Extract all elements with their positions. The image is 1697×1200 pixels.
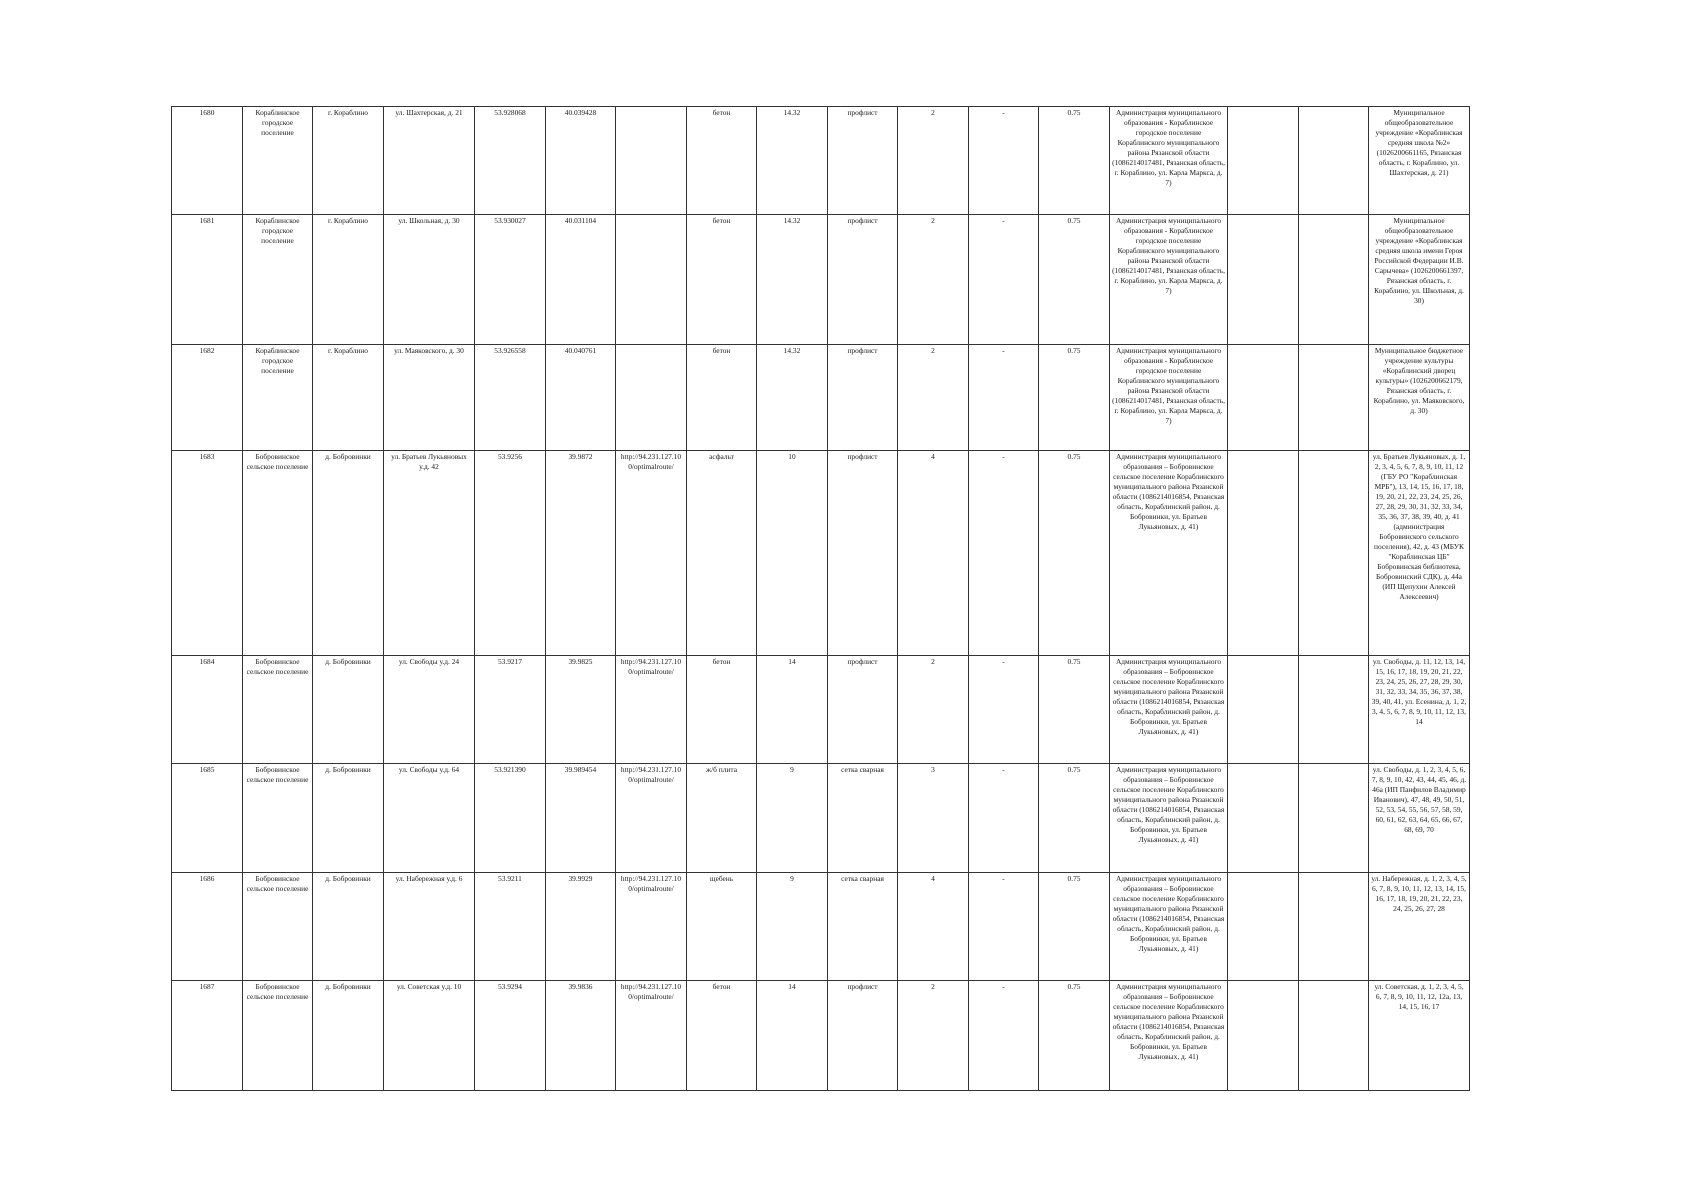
- cell-sources: Муниципальное общеобразовательное учреждение «Кораблинская средняя школа №2» (1026200661165, Рязанская область, г. Кораблино, ул. Шахтерская, д. 21): [1369, 107, 1470, 215]
- cell-col15: [1228, 345, 1299, 451]
- cell-locality: г. Кораблино: [313, 215, 384, 345]
- cell-sources: Муниципальное бюджетное учреждение культуры «Кораблинский дворец культуры» (1026200662179, Рязанская область, г. Кораблино, ул. Маяковского, д. 30): [1369, 345, 1470, 451]
- cell-area: 14.32: [757, 215, 828, 345]
- cell-fence: профлист: [828, 345, 898, 451]
- table-row: [172, 764, 1470, 873]
- cell-col15: [1228, 873, 1299, 981]
- cell-owner: Администрация муниципального образования - Кораблинское городское поселение Кораблинского муниципального района Рязанской области (1086214017481, Рязанская область, г. Кораблино, ул. Карла Маркса, д. 7): [1110, 107, 1228, 215]
- cell-sources: Муниципальное общеобразовательное учреждение «Кораблинская средняя школа имени Героя Российской Федерации И.В. Сарычева» (1026200661397, Рязанская область, г. Кораблино, ул. Школьная, д. 30): [1369, 215, 1470, 345]
- cell-settlement-type: Бобровинское сельское поселение: [243, 656, 313, 764]
- cell-volume: 0.75: [1039, 656, 1110, 764]
- cell-fence: профлист: [828, 107, 898, 215]
- cell-link: http://94.231.127.10 0/optimalroute/: [616, 873, 687, 981]
- cell-col16: [1299, 345, 1369, 451]
- cell-owner: Администрация муниципального образования – Бобровинское сельское поселение Кораблинского муниципального района Рязанской области (1086214016854, Рязанская область, Кораблинский район, д. Бобровинки, ул. Братьев Лукьяновых, д. 41): [1110, 873, 1228, 981]
- cell-col15: [1228, 656, 1299, 764]
- cell-lat: 53.9256: [475, 451, 546, 656]
- cell-num: 1681: [172, 215, 243, 345]
- cell-surface: асфальт: [687, 451, 757, 656]
- table-row: [172, 656, 1470, 764]
- cell-link: [616, 215, 687, 345]
- cell-link: http://94.231.127.10 0/optimalroute/: [616, 764, 687, 873]
- cell-surface: бетон: [687, 215, 757, 345]
- cell-address: ул. Набережная у.д. 6: [384, 873, 475, 981]
- cell-col12: -: [969, 656, 1039, 764]
- cell-sources: ул. Советская, д. 1, 2, 3, 4, 5, 6, 7, 8, 9, 10, 11, 12, 12а, 13, 14, 15, 16, 17: [1369, 981, 1470, 1091]
- cell-address: ул. Советская у.д. 10: [384, 981, 475, 1091]
- cell-address: ул. Маяковского, д. 30: [384, 345, 475, 451]
- cell-col15: [1228, 764, 1299, 873]
- cell-area: 9: [757, 873, 828, 981]
- cell-col15: [1228, 451, 1299, 656]
- cell-surface: бетон: [687, 107, 757, 215]
- cell-col16: [1299, 764, 1369, 873]
- cell-link: [616, 107, 687, 215]
- cell-col15: [1228, 981, 1299, 1091]
- cell-num: 1683: [172, 451, 243, 656]
- cell-lat: 53.928068: [475, 107, 546, 215]
- cell-lon: 40.031104: [546, 215, 616, 345]
- cell-col16: [1299, 656, 1369, 764]
- cell-surface: бетон: [687, 981, 757, 1091]
- cell-settlement-type: Бобровинское сельское поселение: [243, 873, 313, 981]
- registry-table: [171, 106, 1470, 1091]
- cell-volume: 0.75: [1039, 873, 1110, 981]
- cell-area: 14.32: [757, 107, 828, 215]
- cell-sources: ул. Свободы, д. 1, 2, 3, 4, 5, 6, 7, 8, 9, 10, 42, 43, 44, 45, 46, д. 46а (ИП Панфилов Владимир Иванович), 47, 48, 49, 50, 51, 52, 53, 54, 55, 56, 57, 58, 59, 60, 61, 62, 63, 64, 65, 66, 67, 68, 69, 70: [1369, 764, 1470, 873]
- cell-containers: 4: [898, 451, 969, 656]
- table-row: [172, 873, 1470, 981]
- cell-locality: д. Бобровинки: [313, 764, 384, 873]
- cell-containers: 2: [898, 345, 969, 451]
- cell-num: 1686: [172, 873, 243, 981]
- cell-lon: 39.9825: [546, 656, 616, 764]
- cell-locality: д. Бобровинки: [313, 873, 384, 981]
- cell-containers: 4: [898, 873, 969, 981]
- cell-col12: -: [969, 981, 1039, 1091]
- cell-lat: 53.9294: [475, 981, 546, 1091]
- cell-lat: 53.921390: [475, 764, 546, 873]
- cell-lat: 53.9211: [475, 873, 546, 981]
- cell-fence: профлист: [828, 451, 898, 656]
- cell-area: 14: [757, 981, 828, 1091]
- table-row: [172, 215, 1470, 345]
- cell-settlement-type: Кораблинское городское поселение: [243, 107, 313, 215]
- cell-col16: [1299, 981, 1369, 1091]
- cell-surface: бетон: [687, 345, 757, 451]
- cell-containers: 2: [898, 656, 969, 764]
- cell-settlement-type: Бобровинское сельское поселение: [243, 764, 313, 873]
- cell-containers: 2: [898, 215, 969, 345]
- cell-locality: д. Бобровинки: [313, 981, 384, 1091]
- cell-lon: 39.9872: [546, 451, 616, 656]
- table-row: [172, 345, 1470, 451]
- cell-volume: 0.75: [1039, 981, 1110, 1091]
- cell-col16: [1299, 873, 1369, 981]
- cell-containers: 2: [898, 107, 969, 215]
- cell-sources: ул. Набережная, д. 1, 2, 3, 4, 5, 6, 7, 8, 9, 10, 11, 12, 13, 14, 15, 16, 17, 18, 19, 20, 21, 22, 23, 24, 25, 26, 27, 28: [1369, 873, 1470, 981]
- cell-volume: 0.75: [1039, 764, 1110, 873]
- cell-address: ул. Школьная, д. 30: [384, 215, 475, 345]
- cell-containers: 2: [898, 981, 969, 1091]
- cell-owner: Администрация муниципального образования – Бобровинское сельское поселение Кораблинского муниципального района Рязанской области (1086214016854, Рязанская область, Кораблинский район, д. Бобровинки, ул. Братьев Лукьяновых, д. 41): [1110, 451, 1228, 656]
- cell-lon: 40.040761: [546, 345, 616, 451]
- cell-col15: [1228, 107, 1299, 215]
- cell-address: ул. Свободы у.д. 64: [384, 764, 475, 873]
- cell-col12: -: [969, 764, 1039, 873]
- cell-col12: -: [969, 873, 1039, 981]
- cell-lon: 40.039428: [546, 107, 616, 215]
- cell-lon: 39.9836: [546, 981, 616, 1091]
- cell-fence: профлист: [828, 215, 898, 345]
- cell-locality: г. Кораблино: [313, 107, 384, 215]
- cell-link: [616, 345, 687, 451]
- cell-locality: д. Бобровинки: [313, 451, 384, 656]
- cell-area: 10: [757, 451, 828, 656]
- cell-lon: 39.989454: [546, 764, 616, 873]
- cell-surface: бетон: [687, 656, 757, 764]
- cell-num: 1680: [172, 107, 243, 215]
- cell-fence: сетка сварная: [828, 873, 898, 981]
- cell-num: 1687: [172, 981, 243, 1091]
- cell-owner: Администрация муниципального образования – Бобровинское сельское поселение Кораблинского муниципального района Рязанской области (1086214016854, Рязанская область, Кораблинский район, д. Бобровинки, ул. Братьев Лукьяновых, д. 41): [1110, 981, 1228, 1091]
- cell-address: ул. Шахтерская, д. 21: [384, 107, 475, 215]
- cell-lon: 39.9929: [546, 873, 616, 981]
- cell-locality: д. Бобровинки: [313, 656, 384, 764]
- cell-sources: ул. Свободы, д. 11, 12, 13, 14, 15, 16, 17, 18, 19, 20, 21, 22, 23, 24, 25, 26, 27, 28, 29, 30, 31, 32, 33, 34, 35, 36, 37, 38, 39, 40, 41, ул. Есенина, д. 1, 2, 3, 4, 5, 6, 7, 8, 9, 10, 11, 12, 13, 14: [1369, 656, 1470, 764]
- cell-volume: 0.75: [1039, 451, 1110, 656]
- cell-col12: -: [969, 345, 1039, 451]
- cell-surface: щебень: [687, 873, 757, 981]
- cell-address: ул. Братьев Лукьяновых у.д. 42: [384, 451, 475, 656]
- cell-owner: Администрация муниципального образования – Бобровинское сельское поселение Кораблинского муниципального района Рязанской области (1086214016854, Рязанская область, Кораблинский район, д. Бобровинки, ул. Братьев Лукьяновых, д. 41): [1110, 656, 1228, 764]
- cell-col15: [1228, 215, 1299, 345]
- cell-col16: [1299, 451, 1369, 656]
- cell-num: 1685: [172, 764, 243, 873]
- cell-fence: профлист: [828, 981, 898, 1091]
- cell-col12: -: [969, 451, 1039, 656]
- cell-address: ул. Свободы у.д. 24: [384, 656, 475, 764]
- cell-volume: 0.75: [1039, 107, 1110, 215]
- cell-owner: Администрация муниципального образования - Кораблинское городское поселение Кораблинского муниципального района Рязанской области (1086214017481, Рязанская область, г. Кораблино, ул. Карла Маркса, д. 7): [1110, 215, 1228, 345]
- cell-col12: -: [969, 107, 1039, 215]
- cell-settlement-type: Кораблинское городское поселение: [243, 345, 313, 451]
- table-row: [172, 981, 1470, 1091]
- cell-lat: 53.9217: [475, 656, 546, 764]
- cell-num: 1684: [172, 656, 243, 764]
- cell-settlement-type: Бобровинское сельское поселение: [243, 451, 313, 656]
- cell-owner: Администрация муниципального образования – Бобровинское сельское поселение Кораблинского муниципального района Рязанской области (1086214016854, Рязанская область, Кораблинский район, д. Бобровинки, ул. Братьев Лукьяновых, д. 41): [1110, 764, 1228, 873]
- cell-surface: ж/б плита: [687, 764, 757, 873]
- cell-area: 9: [757, 764, 828, 873]
- cell-area: 14.32: [757, 345, 828, 451]
- table-row: [172, 107, 1470, 215]
- cell-col12: -: [969, 215, 1039, 345]
- cell-num: 1682: [172, 345, 243, 451]
- cell-settlement-type: Кораблинское городское поселение: [243, 215, 313, 345]
- cell-sources: ул. Братьев Лукьяновых, д. 1, 2, 3, 4, 5, 6, 7, 8, 9, 10, 11, 12 (ГБУ РО "Кораблинская МРБ"), 13, 14, 15, 16, 17, 18, 19, 20, 21, 22, 23, 24, 25, 26, 27, 28, 29, 30, 31, 32, 33, 34, 35, 36, 37, 38, 39, 40, д. 41 (администрация Бобровинского сельского поселения), 42, д. 43 (МБУК "Кораблинская ЦБ" Бобровинская библиотека, Бобровинский СДК), д. 44а (ИП Щепухин Алексей Алексеевич): [1369, 451, 1470, 656]
- cell-fence: сетка сварная: [828, 764, 898, 873]
- cell-col16: [1299, 107, 1369, 215]
- cell-link: http://94.231.127.10 0/optimalroute/: [616, 451, 687, 656]
- cell-link: http://94.231.127.10 0/optimalroute/: [616, 656, 687, 764]
- cell-fence: профлист: [828, 656, 898, 764]
- cell-settlement-type: Бобровинское сельское поселение: [243, 981, 313, 1091]
- cell-locality: г. Кораблино: [313, 345, 384, 451]
- table-row: [172, 451, 1470, 656]
- cell-volume: 0.75: [1039, 345, 1110, 451]
- cell-volume: 0.75: [1039, 215, 1110, 345]
- cell-area: 14: [757, 656, 828, 764]
- cell-link: http://94.231.127.10 0/optimalroute/: [616, 981, 687, 1091]
- cell-lat: 53.926558: [475, 345, 546, 451]
- cell-lat: 53.930027: [475, 215, 546, 345]
- cell-col16: [1299, 215, 1369, 345]
- cell-containers: 3: [898, 764, 969, 873]
- cell-owner: Администрация муниципального образования - Кораблинское городское поселение Кораблинского муниципального района Рязанской области (1086214017481, Рязанская область, г. Кораблино, ул. Карла Маркса, д. 7): [1110, 345, 1228, 451]
